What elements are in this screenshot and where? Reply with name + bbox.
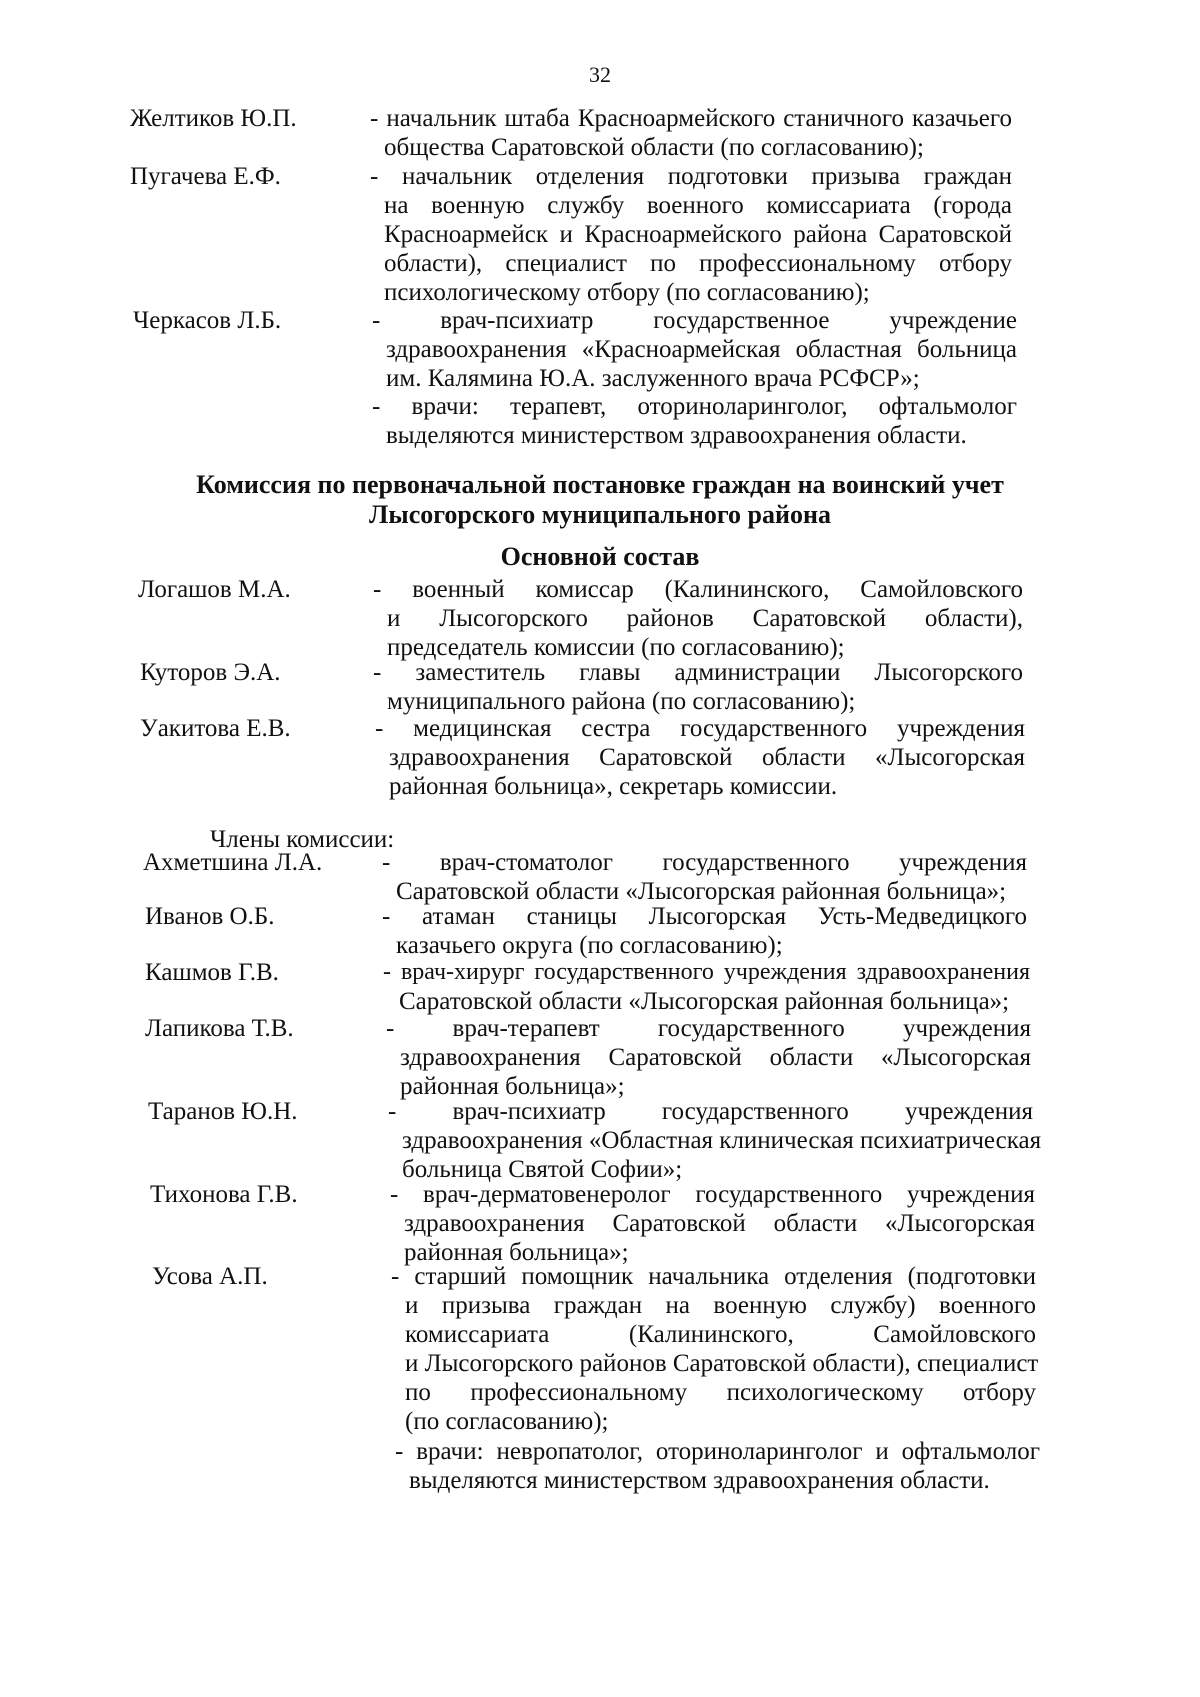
description-line: общества Саратовской области (по согласованию); <box>384 134 924 161</box>
member-name: Куторов Э.А. <box>140 659 281 686</box>
description-line: и Лысогорского районов Саратовской области), <box>387 605 1023 632</box>
description-line: Саратовской области «Лысогорская районная больница»; <box>396 878 1007 905</box>
description-line: - врачи: невропатолог, оториноларинголог и офтальмолог <box>395 1438 1040 1465</box>
description-line: - врач-терапевт государственного учреждения <box>386 1015 1031 1042</box>
description-line: и Лысогорского районов Саратовской области), специалист <box>405 1350 1039 1377</box>
commission-title-line-2: Лысогорского муниципального района <box>369 500 831 529</box>
description-line: - начальник штаба Красноармейского станичного казачьего <box>370 105 1012 132</box>
page-number: 32 <box>589 62 611 87</box>
commission-title <box>0 470 1200 530</box>
description-line: - заместитель главы администрации Лысогорского <box>373 659 1023 686</box>
description-line: председатель комиссии (по согласованию); <box>387 634 845 661</box>
description-line: - атаман станицы Лысогорская Усть-Медведицкого <box>382 903 1027 930</box>
description-line: Саратовской области «Лысогорская районная больница»; <box>399 988 1010 1015</box>
description-line: здравоохранения Саратовской области «Лысогорская <box>400 1044 1031 1071</box>
description-line: здравоохранения Саратовской области «Лысогорская <box>389 744 1025 771</box>
member-description <box>382 848 1027 906</box>
member-description <box>391 1262 1039 1436</box>
description-line: казачьего округа (по согласованию); <box>396 932 783 959</box>
member-description <box>375 714 1025 801</box>
member-description <box>372 392 1017 450</box>
member-description <box>390 1180 1035 1267</box>
member-name: Уакитова Е.В. <box>140 715 291 742</box>
member-name: Усова А.П. <box>152 1263 268 1290</box>
description-line: области), специалист по профессиональному отбору <box>384 250 1012 277</box>
member-description <box>370 162 1012 307</box>
description-line: по профессиональному психологическому отбору <box>405 1379 1036 1406</box>
description-line: - врачи: терапевт, оториноларинголог, офтальмолог <box>372 393 1017 420</box>
description-line: районная больница»; <box>400 1073 625 1100</box>
description-line: (по согласованию); <box>405 1408 609 1435</box>
description-line: - врач-стоматолог государственного учреждения <box>382 849 1027 876</box>
members-label: Члены комиссии: <box>210 826 395 853</box>
description-line: районная больница», секретарь комиссии. <box>389 773 838 800</box>
member-description <box>395 1437 1040 1495</box>
member-name: Логашов М.А. <box>138 576 291 603</box>
description-line: выделяются министерством здравоохранения области. <box>409 1467 990 1494</box>
member-description <box>388 1097 1042 1184</box>
description-line: на военную службу военного комиссариата (города <box>384 192 1012 219</box>
description-line: - военный комиссар (Калининского, Самойловского <box>373 576 1023 603</box>
description-line: им. Калямина Ю.А. заслуженного врача РСФСР»; <box>386 365 920 392</box>
member-name: Ахметшина Л.А. <box>143 849 323 876</box>
commission-title-line-1: Комиссия по первоначальной постановке граждан на воинский учет <box>196 470 1004 499</box>
member-name: Тихонова Г.В. <box>150 1181 298 1208</box>
description-line: - старший помощник начальника отделения (подготовки <box>391 1263 1036 1290</box>
member-description <box>373 575 1023 662</box>
member-name: Иванов О.Б. <box>145 903 275 930</box>
description-line: Красноармейск и Красноармейского района Саратовской <box>384 221 1012 248</box>
description-line: и призыва граждан на военную службу) военного <box>405 1292 1036 1319</box>
description-line: - врач-психиатр государственное учреждение <box>372 307 1017 334</box>
description-line: выделяются министерством здравоохранения области. <box>386 422 967 449</box>
member-description <box>383 958 1030 1016</box>
description-line: - медицинская сестра государственного учреждения <box>375 715 1025 742</box>
description-line: районная больница»; <box>404 1239 629 1266</box>
member-description <box>382 902 1027 960</box>
description-line: здравоохранения «Красноармейская областная больница <box>386 336 1017 363</box>
description-line: - врач-хирург государственного учреждения здравоохранения <box>383 959 1030 985</box>
member-name: Кашмов Г.В. <box>145 959 279 986</box>
description-line: комиссариата (Калининского, Самойловского <box>405 1321 1036 1348</box>
description-line: больница Святой Софии»; <box>402 1156 683 1183</box>
member-description <box>386 1014 1031 1101</box>
description-line: здравоохранения «Областная клиническая психиатрическая <box>402 1127 1042 1154</box>
member-description <box>373 658 1023 716</box>
member-name: Пугачева Е.Ф. <box>130 163 281 190</box>
member-description <box>370 104 1012 162</box>
description-line: здравоохранения Саратовской области «Лысогорская <box>404 1210 1035 1237</box>
description-line: - врач-психиатр государственного учреждения <box>388 1098 1033 1125</box>
description-line: психологическому отбору (по согласованию); <box>384 279 870 306</box>
description-line: - начальник отделения подготовки призыва граждан <box>370 163 1012 190</box>
member-description <box>372 306 1017 393</box>
description-line: - врач-дерматовенеролог государственного учреждения <box>390 1181 1035 1208</box>
description-line: муниципального района (по согласованию); <box>387 688 856 715</box>
main-composition-title: Основной состав <box>500 542 700 571</box>
member-name: Черкасов Л.Б. <box>133 307 282 334</box>
member-name: Таранов Ю.Н. <box>148 1098 298 1125</box>
member-name: Лапикова Т.В. <box>145 1015 294 1042</box>
member-name: Желтиков Ю.П. <box>130 105 297 132</box>
